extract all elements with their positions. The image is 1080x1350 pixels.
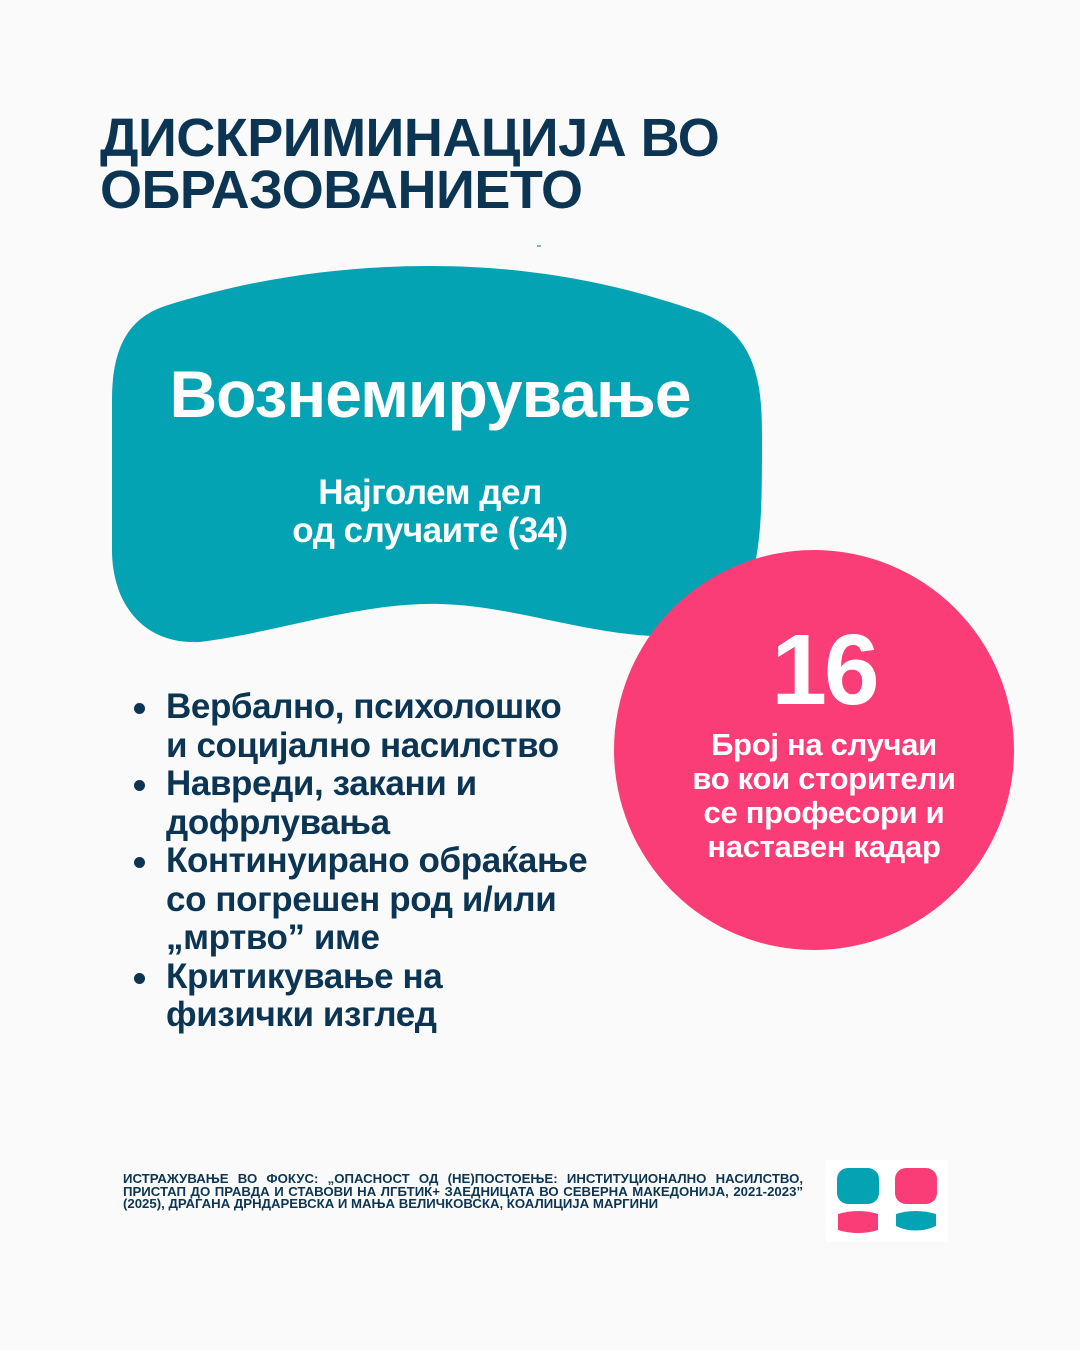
list-item-line: со погрешен род и/или (166, 879, 557, 919)
bullet-dot-icon (134, 780, 145, 791)
card-subtitle (112, 474, 748, 550)
list-item (132, 688, 632, 765)
card-subtitle-line-1: Најголем дел (318, 473, 542, 512)
stat-label-line-2: во кои сторители (692, 761, 956, 796)
bullet-list (132, 688, 632, 1035)
list-item-line: Континуирано обраќање (166, 841, 588, 880)
stat-number: 16 (771, 614, 877, 726)
list-item (132, 765, 632, 842)
source-citation: ИСТРАЖУВАЊЕ ВО ФОКУС: „ОПАСНОСТ ОД (НЕ)ПОСТОЕЊЕ: ИНСТИТУЦИОНАЛНО НАСИЛСТВО, ПРИСТАП ДО ПРАВДА И СТАВОВИ НА ЛГБТИК+ ЗАЕДНИЦАТА ВО СЕВЕРНА МАКЕДОНИЈА, 2021-2023” (2025), ДРАГАНА ДРНДАРЕВСКА И МАЊА ВЕЛИЧКОВСКА, КОАЛИЦИЈА МАРГИНИ (123, 1171, 803, 1211)
list-item (132, 842, 632, 958)
list-item-line: Критикување на (166, 956, 443, 996)
list-item-line: „мртво” име (166, 918, 380, 957)
list-item-line: Навреди, закани и (166, 764, 477, 803)
list-item (132, 958, 632, 1035)
stat-label (614, 728, 1034, 864)
stat-label-line-4: наставен кадар (707, 829, 941, 864)
list-item-line: и социјално насилство (166, 725, 559, 765)
title-line-1: ДИСКРИМИНАЦИЈА ВО (100, 108, 720, 168)
list-item-line: дофрлувања (166, 802, 390, 842)
card-headline: Вознемирување (169, 357, 691, 431)
card-subtitle-line-2: од случаите (34) (292, 511, 568, 550)
bullet-dot-icon (134, 857, 145, 868)
stat-label-line-3: се професори и (703, 795, 945, 830)
title-line-2: ОБРАЗОВАНИЕТО (100, 160, 583, 220)
margini-logo-icon (826, 1160, 948, 1242)
bullet-dot-icon (134, 973, 145, 984)
bullet-dot-icon (134, 703, 145, 714)
list-item-line: физички изглед (166, 995, 437, 1034)
list-item-line: Вербално, психолошко (166, 687, 562, 726)
stat-label-line-1: Број на случаи (711, 727, 937, 762)
